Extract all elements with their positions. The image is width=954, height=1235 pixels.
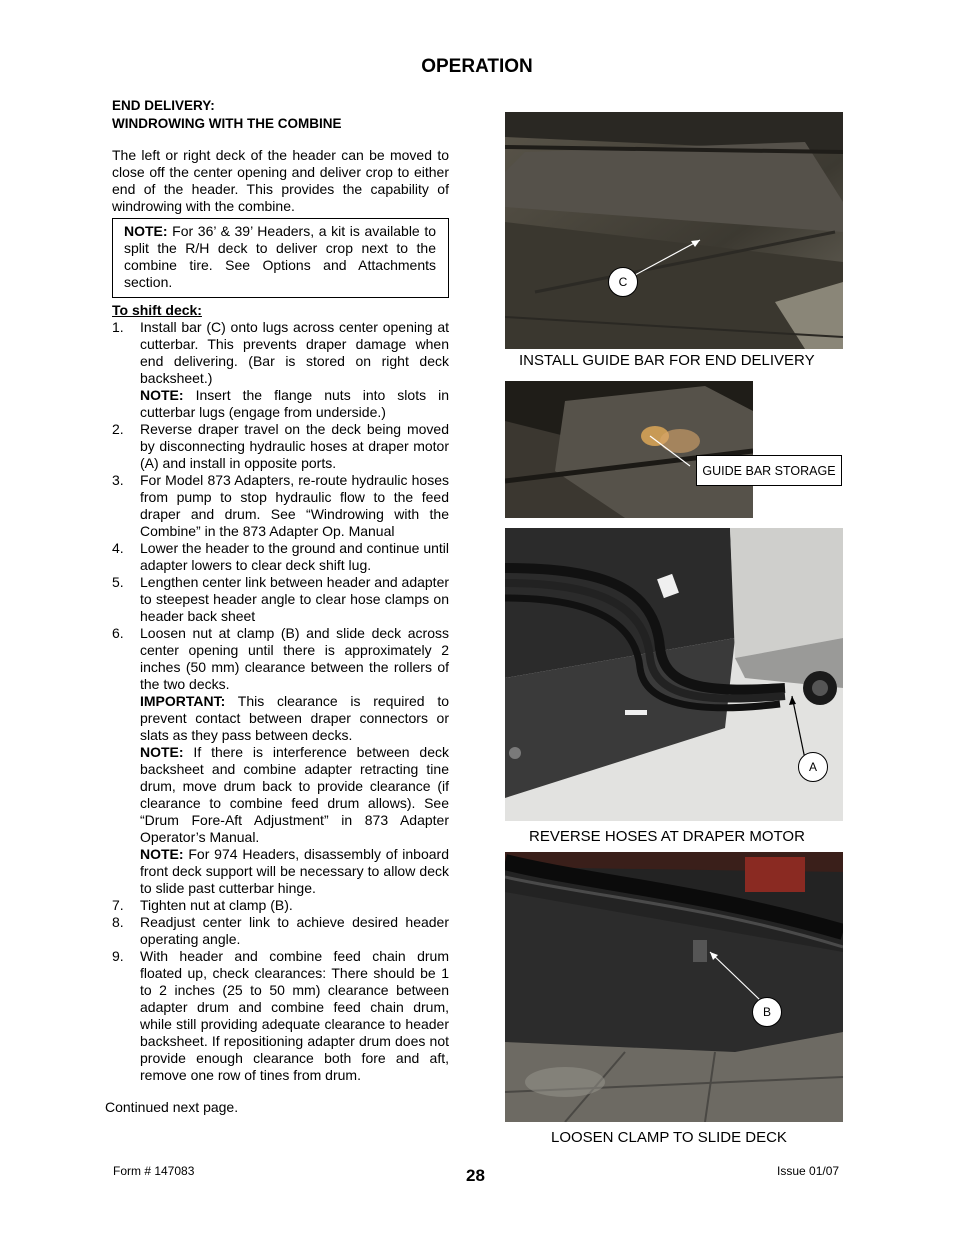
step-number: 4. [112, 540, 124, 556]
draper-motor-photo-art [505, 528, 843, 821]
step-text: For Model 873 Adapters, re-route hydraulic hoses from pump to stop hydraulic flow to the feed draper and drum. See “Windrowing with the Combine” in the 873 Adapter Op. Manual [140, 472, 449, 539]
step-text: Readjust center link to achieve desired header operating angle. [140, 914, 449, 947]
step-number: 7. [112, 897, 124, 913]
callout-c: C [608, 267, 638, 297]
step-text: Tighten nut at clamp (B). [140, 897, 293, 913]
step-number: 1. [112, 319, 124, 335]
note2-text: For 974 Headers, disassembly of inboard front deck support will be necessary to allow deck to slide past cutterbar hinge. [140, 846, 449, 896]
step-text: Install bar (C) onto lugs across center opening at cutterbar. This prevents draper damage when end delivering. (Bar is stored on right deck backsheet.) [140, 319, 449, 386]
shift-deck-heading: To shift deck: [112, 302, 202, 318]
step-number: 5. [112, 574, 124, 590]
draper-motor-photo [505, 528, 843, 821]
step-number: 2. [112, 421, 124, 437]
caption-reverse-hoses: REVERSE HOSES AT DRAPER MOTOR [529, 828, 805, 845]
note-text: For 36’ & 39’ Headers, a kit is available to split the R/H deck to deliver crop next to the combine tire. See Options and Attachments section. [124, 223, 436, 290]
step-number: 8. [112, 914, 124, 930]
section-heading [112, 97, 341, 133]
callout-b: B [752, 997, 782, 1027]
step-number: 3. [112, 472, 124, 488]
step-7 [112, 897, 449, 914]
intro-paragraph: The left or right deck of the header can be moved to close off the center opening and deliver crop to either end of the header. This provides the capability of windrowing with the combine. [112, 147, 449, 214]
step-number: 6. [112, 625, 124, 641]
heading-line-1: END DELIVERY: [112, 98, 215, 113]
issue-date: Issue 01/07 [777, 1164, 840, 1178]
page-number: 28 [466, 1166, 485, 1185]
note-label: NOTE: [124, 223, 168, 239]
step-6 [112, 625, 449, 897]
note2-label: NOTE: [140, 846, 184, 862]
important-text: This clearance is required to prevent contact between draper connectors or slats as they pass between decks. [140, 693, 449, 743]
step-text: Loosen nut at clamp (B) and slide deck across center opening until there is approximately 2 inches (50 mm) clearance between the rollers of the two decks. [140, 625, 449, 692]
important-label: IMPORTANT: [140, 693, 226, 709]
step-5 [112, 574, 449, 625]
page-title: OPERATION [421, 56, 533, 77]
form-number: Form # 147083 [113, 1164, 195, 1178]
step-1 [112, 319, 449, 421]
caption-install-guide-bar: INSTALL GUIDE BAR FOR END DELIVERY [519, 352, 815, 369]
guide-bar-photo-art [505, 112, 843, 349]
note-label: NOTE: [140, 744, 184, 760]
step-text: Reverse draper travel on the deck being moved by disconnecting hydraulic hoses at draper motor (A) and install in opposite ports. [140, 421, 449, 471]
note-label: NOTE: [140, 387, 184, 403]
guide-bar-storage-label: GUIDE BAR STORAGE [696, 455, 842, 486]
steps-list [112, 319, 449, 1084]
step-3 [112, 472, 449, 540]
clamp-photo-art [505, 852, 843, 1122]
step-2 [112, 421, 449, 472]
step-text: Lengthen center link between header and adapter to steepest header angle to clear hose clamps on header back sheet [140, 574, 450, 624]
step-4 [112, 540, 449, 574]
note-text: Insert the flange nuts into slots in cutterbar lugs (engage from underside.) [140, 387, 449, 420]
storage-photo-art [505, 381, 753, 518]
callout-a: A [798, 752, 828, 782]
step-text: With header and combine feed chain drum floated up, check clearances: There should be 1 to 2 inches (25 to 50 mm) clearance between adapter drum and combine feed chain drum, while still providing adequate clearance to header backsheet. If repositioning adapter drum does not provide enough clearance both fore and aft, remove one row of tines from drum. [140, 948, 449, 1083]
step-text: Lower the header to the ground and continue until adapter lowers to clear deck shift lug. [140, 540, 450, 573]
continued-note: Continued next page. [105, 1099, 239, 1115]
caption-loosen-clamp: LOOSEN CLAMP TO SLIDE DECK [551, 1129, 787, 1146]
note-text: If there is interference between deck backsheet and combine adapter retracting tine drum, move drum back to provide clearance (if clearance to combine feed drum allows). See “Drum Fore-Aft Adjustment” in 873 Adapter Operator’s Manual. [140, 744, 449, 845]
heading-line-2: WINDROWING WITH THE COMBINE [112, 116, 342, 131]
guide-bar-storage-photo [505, 381, 753, 518]
step-8 [112, 914, 449, 948]
note-box [112, 218, 449, 298]
step-number: 9. [112, 948, 124, 964]
step-9 [112, 948, 449, 1084]
guide-bar-photo [505, 112, 843, 349]
clamp-photo [505, 852, 843, 1122]
